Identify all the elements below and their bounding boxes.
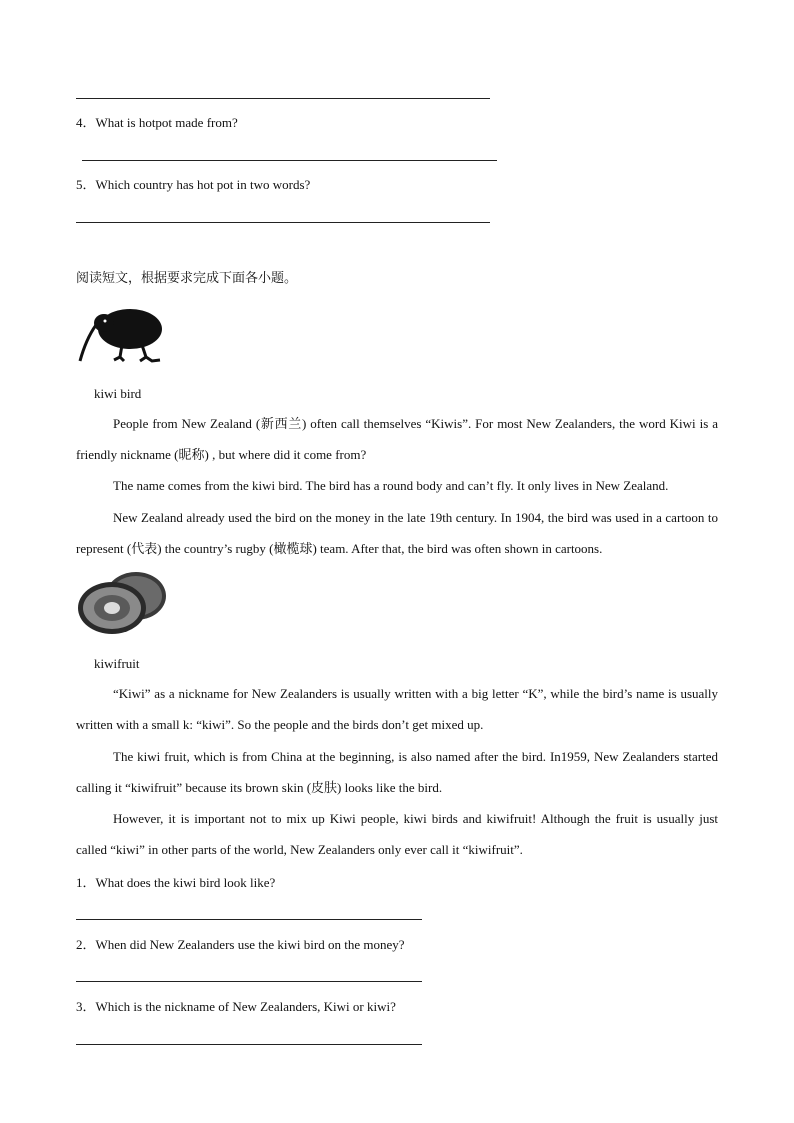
paragraph-6: However, it is important not to mix up Kiwi people, kiwi birds and kiwifruit! Although the fruit is usually just called “kiwi” in other parts of the world, New Zealanders only ever call it “kiwifruit”. (76, 811, 718, 857)
question-4: 4．What is hotpot made from? (76, 115, 238, 130)
kiwi-bird-image (78, 305, 168, 365)
paragraph-1: People from New Zealand (新西兰) often call themselves “Kiwis”. For most New Zealanders, the word Kiwi is a friendly nickname (昵称) , but where did it come from? (76, 416, 718, 462)
question-5: 5．Which country has hot pot in two words? (76, 177, 311, 192)
answer-line[interactable] (82, 160, 497, 161)
kiwifruit-image (76, 570, 170, 636)
paragraph-5: The kiwi fruit, which is from China at the beginning, is also named after the bird. In1959, New Zealanders started calling it “kiwifruit” because its brown skin (皮肤) looks like the bird. (76, 749, 718, 795)
question-3: 3．Which is the nickname of New Zealanders, Kiwi or kiwi? (76, 999, 396, 1014)
answer-line[interactable] (76, 1044, 422, 1045)
answer-line[interactable] (76, 222, 490, 223)
answer-line[interactable] (76, 98, 490, 99)
paragraph-3: New Zealand already used the bird on the money in the late 19th century. In 1904, the bird was used in a cartoon to represent (代表) the country’s rugby (橄榄球) team. After that, the bird was often shown in cartoons. (76, 510, 718, 556)
kiwifruit-caption: kiwifruit (94, 656, 140, 671)
question-1: 1．What does the kiwi bird look like? (76, 875, 276, 890)
kiwi-bird-caption: kiwi bird (94, 386, 142, 401)
question-2: 2．When did New Zealanders use the kiwi bird on the money? (76, 937, 405, 952)
paragraph-2: The name comes from the kiwi bird. The bird has a round body and can’t fly. It only lives in New Zealand. (113, 478, 669, 493)
reading-instruction: 阅读短文，根据要求完成下面各小题。 (76, 271, 298, 286)
answer-line[interactable] (76, 919, 422, 920)
answer-line[interactable] (76, 981, 422, 982)
paragraph-4: “Kiwi” as a nickname for New Zealanders is usually written with a big letter “K”, while the bird’s name is usually written with a small k: “kiwi”. So the people and the birds don’t get mixed up. (76, 686, 718, 732)
